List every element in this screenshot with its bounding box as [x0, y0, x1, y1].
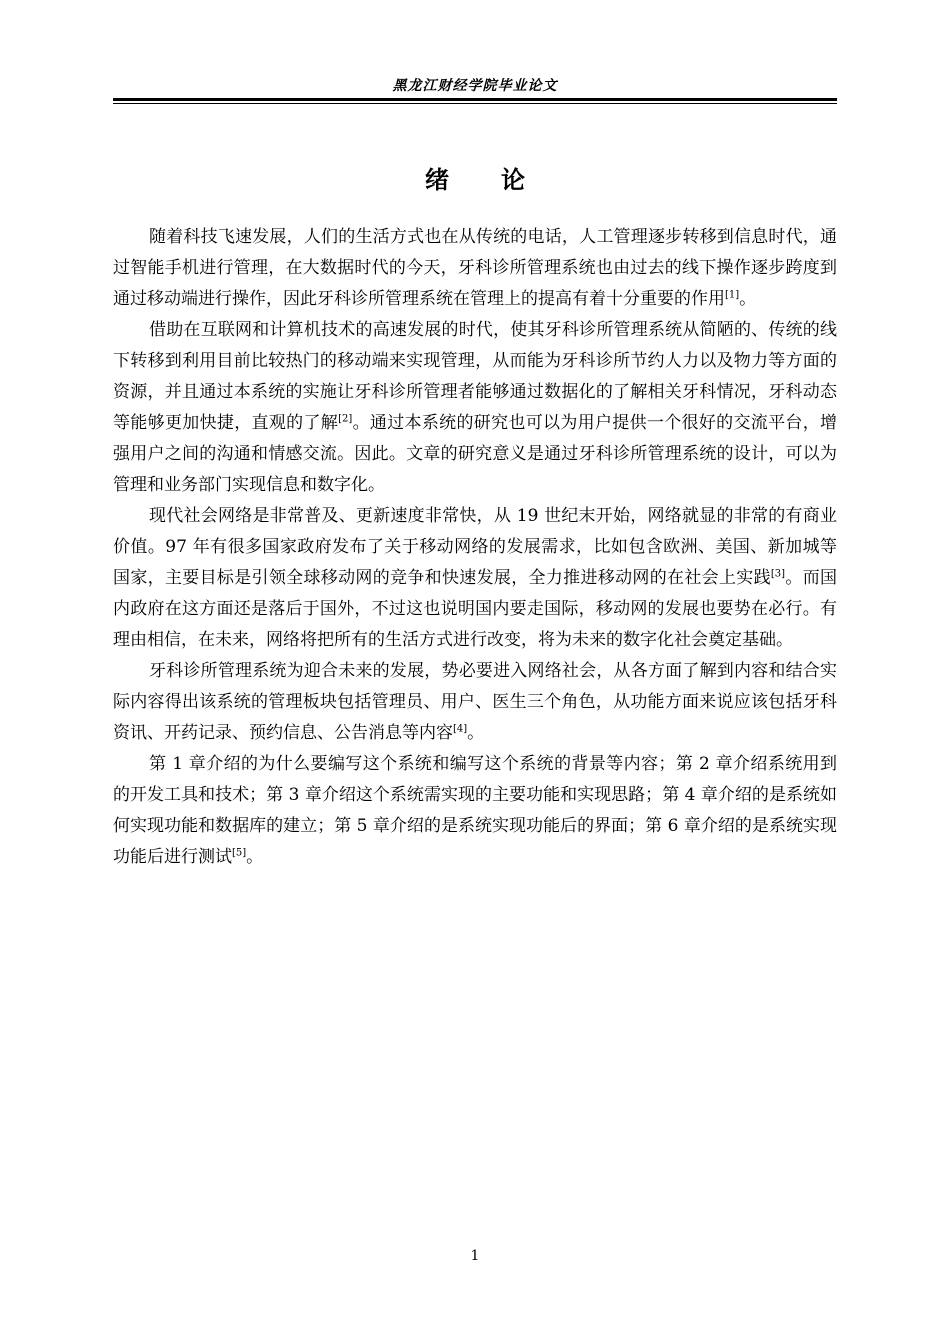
- section-title: [113, 163, 837, 197]
- paragraph-5: [113, 749, 837, 873]
- paragraph-3: [113, 501, 837, 656]
- paragraph-1-text-a: 随着科技飞速发展，人们的生活方式也在从传统的电话，人工管理逐步转移到信息时代，通过智能手机进行管理，在大数据时代的今天，牙科诊所管理系统也由过去的线下操作逐步跨度到通过移动端进行操作，因此牙科诊所管理系统在管理上的提高有着十分重要的作用: [113, 227, 837, 309]
- section-title-char-2: 论: [501, 166, 525, 194]
- citation-3: [3]: [770, 568, 786, 580]
- header-rule-thin: [113, 103, 837, 104]
- paragraph-4: [113, 656, 837, 749]
- body-text: [113, 222, 837, 873]
- paragraph-2-text-a: 借助在互联网和计算机技术的高速发展的时代，使其牙科诊所管理系统从简陋的、传统的线下转移到利用目前比较热门的移动端来实现管理，从而能为牙科诊所节约人力以及物力等方面的资源，并且通过本系统的实施让牙科诊所管理者能够通过数据化的了解相关牙科情况，牙科动态等能够更加快捷，直观的了解: [113, 320, 837, 433]
- paragraph-2: [113, 315, 837, 501]
- paragraph-3-text-a: 现代社会网络是非常普及、更新速度非常快，从 19 世纪末开始，网络就显的非常的有商业价值。97 年有很多国家政府发布了关于移动网络的发展需求，比如包含欧洲、美国、新加城等国家，主要目标是引领全球移动网的竞争和快速发展，全力推进移动网的在社会上实践: [113, 506, 837, 588]
- paragraph-1-text-b: 。: [739, 289, 757, 309]
- page-number: 1: [470, 1248, 480, 1264]
- paragraph-2-text-b: 。通过本系统的研究也可以为用户提供一个很好的交流平台，增强用户之间的沟通和情感交流。因此。文章的研究意义是通过牙科诊所管理系统的设计，可以为管理和业务部门实现信息和数字化。: [113, 413, 838, 495]
- paragraph-3-text-b: 。而国内政府在这方面还是落后于国外，不过这也说明国内要走国际，移动网的发展也要势在必行。有理由相信，在未来，网络将把所有的生活方式进行改变，将为未来的数字化社会奠定基础。: [113, 568, 838, 650]
- paragraph-4-text-a: 牙科诊所管理系统为迎合未来的发展，势必要进入网络社会，从各方面了解到内容和结合实际内容得出该系统的管理板块包括管理员、用户、医生三个角色，从功能方面来说应该包括牙科资讯、开药记录、预约信息、公告消息等内容: [113, 661, 837, 743]
- citation-5: [5]: [232, 847, 247, 859]
- paragraph-5-text-b: 。: [246, 847, 264, 867]
- citation-2: [2]: [338, 413, 353, 425]
- header-rule-thick: [113, 98, 837, 101]
- running-header-title: 黑龙江财经学院毕业论文: [392, 78, 558, 94]
- header-rule: [113, 98, 837, 106]
- citation-4: [4]: [453, 723, 468, 735]
- citation-1: [1]: [725, 289, 740, 301]
- paragraph-1: [113, 222, 837, 315]
- paragraph-4-text-b: 。: [467, 723, 485, 743]
- paragraph-5-text-a: 第 1 章介绍的为什么要编写这个系统和编写这个系统的背景等内容；第 2 章介绍系统用到的开发工具和技术；第 3 章介绍这个系统需实现的主要功能和实现思路；第 4 章介绍的是系统如何实现功能和数据库的建立；第 5 章介绍的是系统实现功能后的界面；第 6 章介绍的是系统实现功能后进行测试: [113, 754, 837, 867]
- section-title-char-1: 绪: [425, 166, 449, 194]
